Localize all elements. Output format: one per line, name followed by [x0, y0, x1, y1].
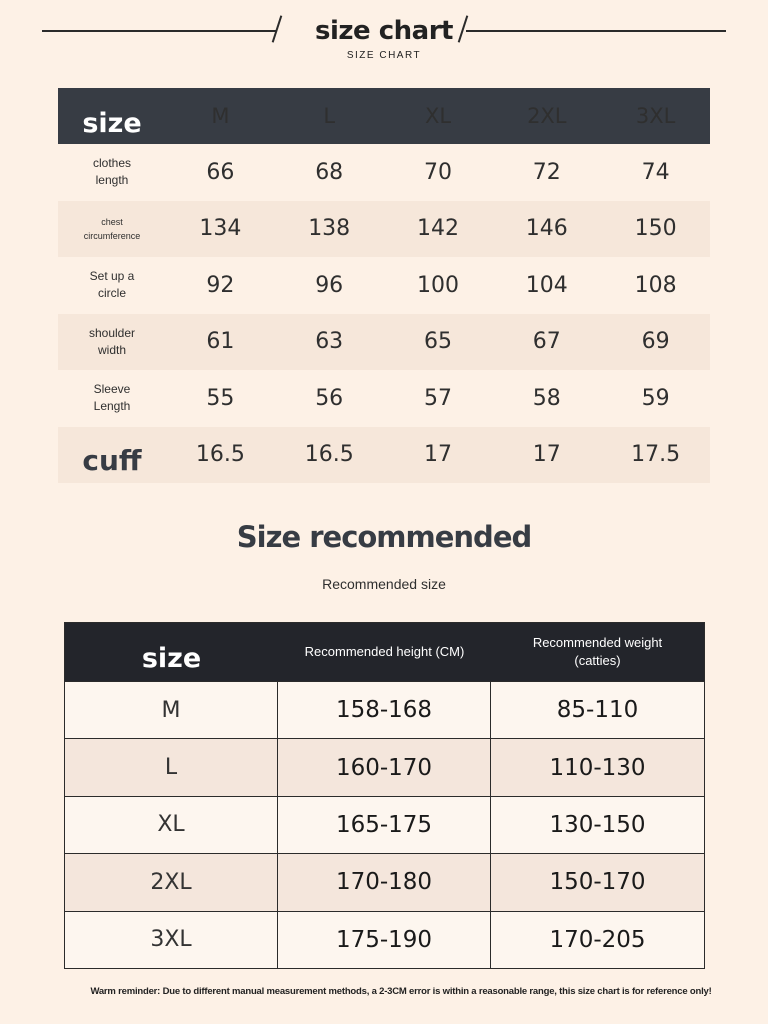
measurement-value: 100 [416, 272, 459, 298]
size-chart-row [58, 201, 710, 258]
recommended-weight-cell: 110-130 [549, 754, 646, 781]
page-subtitle: SIZE CHART [346, 50, 422, 61]
measurement-value: 17.5 [631, 442, 681, 468]
measurement-label-cell [58, 381, 166, 415]
recommended-row [65, 853, 704, 910]
measurement-label: shoulder width [88, 325, 136, 357]
measurement-value: 16.5 [195, 442, 245, 468]
measurement-label: clothes length [92, 156, 132, 188]
recommended-header-size: size [141, 642, 202, 674]
size-chart-row [58, 144, 710, 201]
measurement-label-cell [58, 325, 166, 359]
recommended-size-cell: L [65, 739, 278, 795]
measurement-value: 146 [525, 216, 568, 242]
measurement-value: 66 [206, 159, 235, 185]
recommended-row [65, 911, 704, 968]
header-divider-right [466, 30, 726, 32]
recommended-header-height: Recommended height (CM) [304, 644, 465, 659]
size-chart-row [58, 427, 710, 484]
measurement-value: 59 [641, 385, 670, 411]
measurement-value: 96 [315, 272, 344, 298]
warm-reminder-note: Warm reminder: Due to different manual measurement methods, a 2-3CM error is within a reasonable range, this size chart is for reference only! [90, 986, 712, 997]
measurement-value: 138 [308, 216, 351, 242]
size-chart-table [58, 88, 710, 483]
recommended-subtitle: Recommended size [322, 576, 446, 592]
recommended-weight-cell: 130-150 [549, 811, 646, 838]
measurement-label-cell [58, 155, 166, 189]
measurement-value: 58 [532, 385, 561, 411]
measurement-value: 104 [525, 272, 568, 298]
measurement-label: Set up a circle [89, 269, 135, 301]
measurement-value: 142 [416, 216, 459, 242]
recommended-weight-cell: 170-205 [549, 926, 646, 953]
measurement-value: 74 [641, 159, 670, 185]
size-header-label: size [82, 107, 142, 139]
measurement-value: 67 [532, 329, 561, 355]
size-chart-header-row [58, 88, 710, 144]
measurement-label-cell [58, 215, 166, 243]
measurement-value: 56 [315, 385, 344, 411]
measurement-value: 55 [206, 385, 235, 411]
measurement-value: 65 [423, 329, 452, 355]
size-column-header: XL [424, 104, 452, 128]
recommended-height-cell: 170-180 [278, 854, 491, 910]
measurement-label: cuff [82, 444, 142, 478]
size-chart-row [58, 314, 710, 371]
recommended-height-cell: 175-190 [278, 912, 491, 968]
measurement-value: 61 [206, 329, 235, 355]
measurement-value: 16.5 [304, 442, 354, 468]
recommended-size-cell: 2XL [65, 854, 278, 910]
measurement-label: chest circumference [83, 216, 141, 241]
recommended-height-cell: 165-175 [278, 797, 491, 853]
recommended-height-cell: 158-168 [278, 682, 491, 738]
measurement-label: Sleeve Length [93, 382, 131, 414]
measurement-label-cell [58, 268, 166, 302]
measurement-value: 17 [423, 442, 452, 468]
recommended-row [65, 681, 704, 738]
recommended-row [65, 738, 704, 795]
recommended-header-weight: Recommended weight (catties) [532, 635, 663, 668]
recommended-size-cell: M [65, 682, 278, 738]
measurement-value: 92 [206, 272, 235, 298]
size-column-header: 3XL [635, 104, 676, 128]
recommended-size-cell: 3XL [65, 912, 278, 968]
measurement-value: 68 [315, 159, 344, 185]
recommended-title: Size recommended [236, 520, 532, 554]
size-column-header: M [211, 104, 230, 128]
page-title: size chart [315, 16, 453, 46]
measurement-value: 57 [423, 385, 452, 411]
measurement-value: 150 [634, 216, 677, 242]
measurement-value: 108 [634, 272, 677, 298]
recommended-size-table [64, 622, 705, 969]
size-column-header: L [323, 104, 336, 128]
recommended-row [65, 796, 704, 853]
recommended-weight-cell: 150-170 [549, 869, 646, 896]
measurement-label-cell [58, 440, 166, 478]
size-column-header: 2XL [527, 104, 567, 128]
measurement-value: 69 [641, 329, 670, 355]
size-chart-row [58, 257, 710, 314]
recommended-header-row [65, 623, 704, 681]
recommended-height-cell: 160-170 [278, 739, 491, 795]
measurement-value: 17 [532, 442, 561, 468]
measurement-value: 72 [532, 159, 561, 185]
measurement-value: 63 [315, 329, 344, 355]
recommended-weight-cell: 85-110 [556, 697, 639, 724]
recommended-size-cell: XL [65, 797, 278, 853]
size-chart-row [58, 370, 710, 427]
measurement-value: 134 [199, 216, 242, 242]
measurement-value: 70 [423, 159, 452, 185]
